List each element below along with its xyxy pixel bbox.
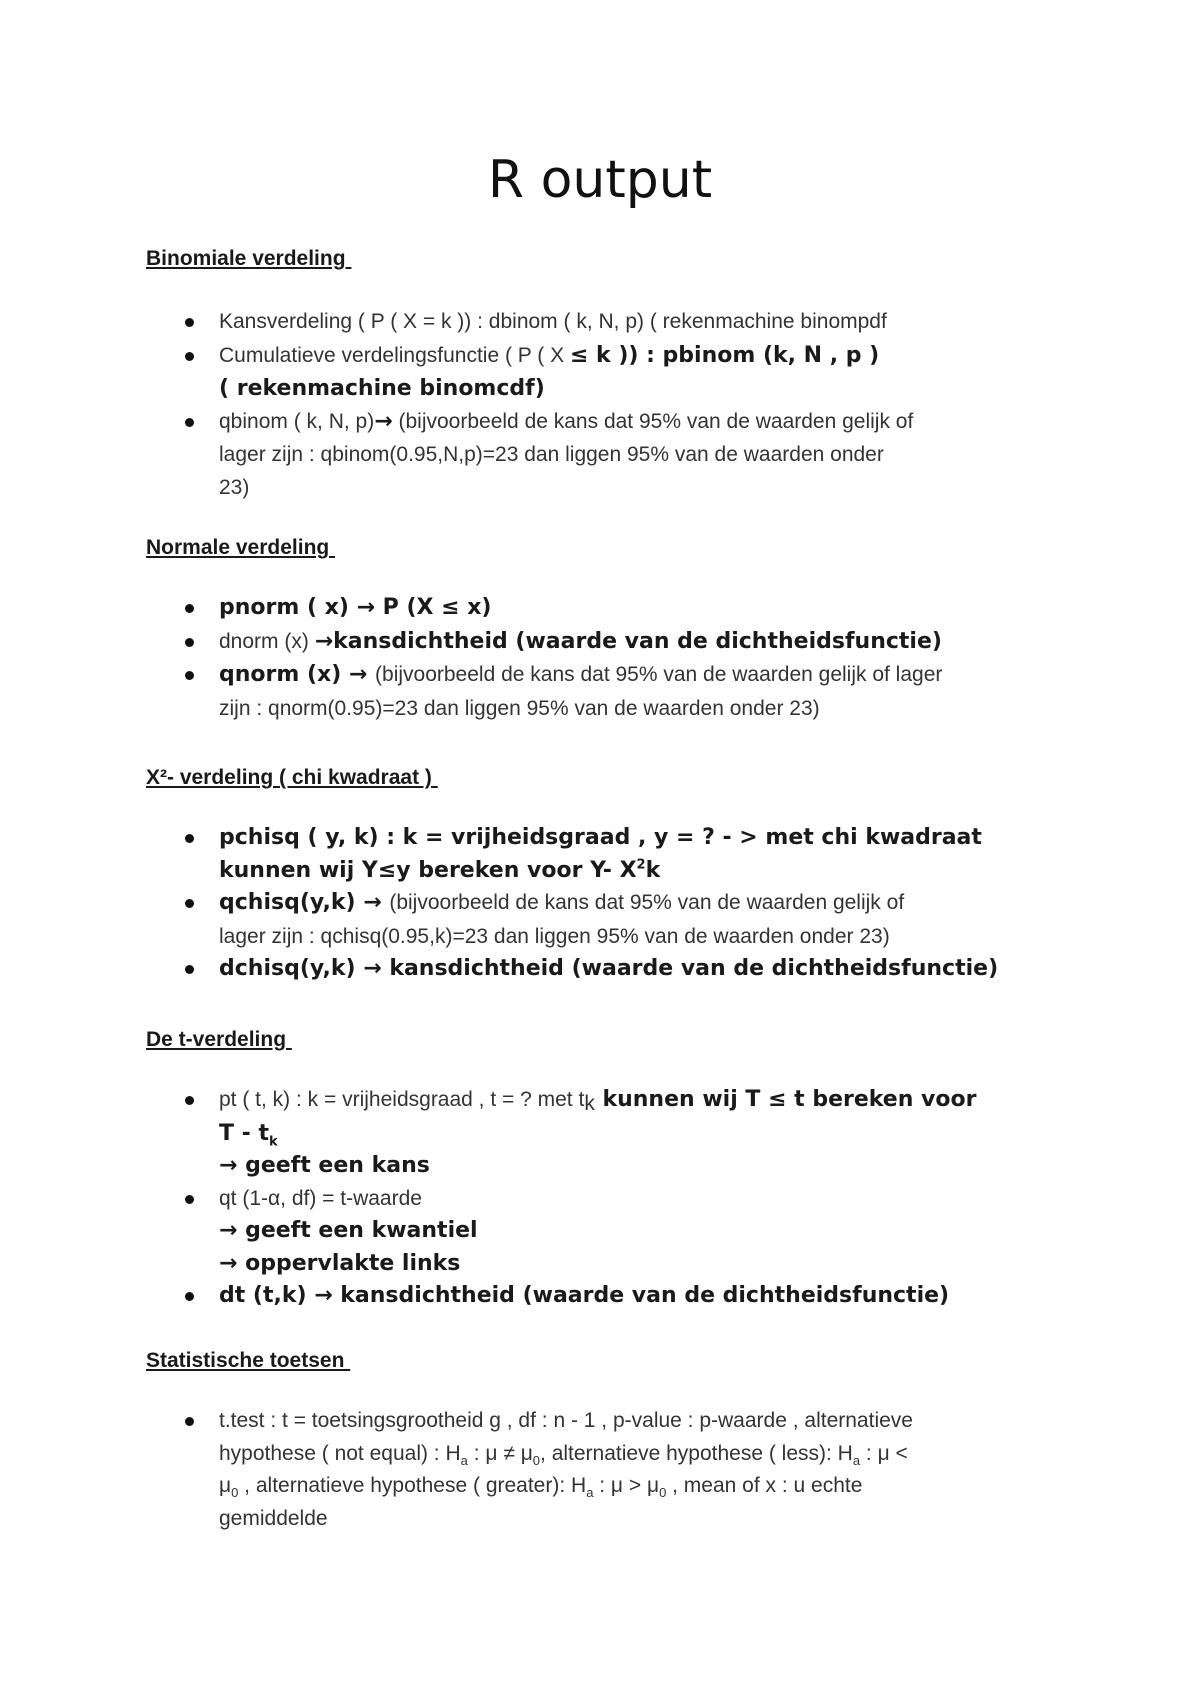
- bullet-icon: [185, 1096, 194, 1105]
- list-item: [146, 1183, 1076, 1281]
- item-text: μ: [219, 1474, 232, 1497]
- section-binomial: [146, 244, 1076, 504]
- subscript: a: [460, 1452, 468, 1468]
- item-text: : μ <: [860, 1441, 908, 1465]
- item-text: , alternatieve hypothese ( less): H: [540, 1441, 853, 1465]
- subscript: 0: [231, 1485, 239, 1501]
- bullet-list: [146, 592, 1076, 725]
- item-text-bold: qnorm (x) →: [219, 662, 376, 687]
- section-heading: Normale verdeling: [146, 536, 336, 559]
- item-text-bold: ( rekenmachine binomcdf): [219, 376, 545, 401]
- section-heading: Statistische toetsen: [146, 1349, 351, 1372]
- item-text: qbinom ( k, N, p): [219, 409, 375, 433]
- bullet-icon: [185, 604, 194, 613]
- item-text: , mean of x : u echte: [666, 1474, 863, 1497]
- subscript: k: [268, 1133, 278, 1149]
- item-text-bold: qchisq(y,k) →: [219, 890, 390, 915]
- list-item: [146, 406, 1076, 505]
- item-text-bold: k: [645, 857, 661, 883]
- page-title: R output: [487, 150, 713, 210]
- item-text: qt (1-α, df) = t-waarde: [219, 1186, 422, 1210]
- item-text: lager zijn : qchisq(0.95,k)=23 dan liggen 95% van de waarden onder 23): [219, 924, 890, 948]
- list-item: [146, 626, 1076, 660]
- bullet-icon: [185, 899, 194, 908]
- section-heading: X²- verdeling ( chi kwadraat ): [146, 766, 438, 789]
- item-text: dnorm (x): [219, 629, 315, 653]
- item-text: lager zijn : qbinom(0.95,N,p)=23 dan liggen 95% van de waarden onder: [219, 443, 884, 466]
- bullet-icon: [185, 638, 194, 647]
- bullet-icon: [185, 965, 194, 974]
- bullet-icon: [185, 1417, 194, 1426]
- item-text: , alternatieve hypothese ( greater): H: [238, 1474, 587, 1497]
- list-item: [146, 953, 1076, 987]
- subscript: a: [852, 1452, 861, 1468]
- list-item: [146, 340, 1076, 406]
- item-text: gemiddelde: [219, 1506, 328, 1530]
- item-text: hypothese ( not equal) : H: [219, 1441, 461, 1465]
- item-text-bold: kunnen wij Y≤y bereken voor Y- X: [219, 857, 637, 883]
- section-heading: De t-verdeling: [146, 1028, 292, 1051]
- subscript: 0: [532, 1452, 541, 1468]
- item-text-bold: T - t: [219, 1120, 269, 1146]
- item-text-bold: dchisq(y,k) → kansdichtheid (waarde van de dichtheidsfunctie): [219, 956, 999, 981]
- bullet-icon: [185, 418, 194, 427]
- section-normal: [146, 533, 1076, 725]
- item-text-bold: →kansdichtheid (waarde van de dichtheidsfunctie): [314, 628, 942, 654]
- bullet-icon: [185, 1292, 194, 1301]
- item-text: pt ( t, k) : k = vrijheidsgraad , t = ? met t: [219, 1088, 585, 1111]
- item-text-bold: → geeft een kwantiel: [219, 1218, 478, 1243]
- list-item: [146, 1405, 1076, 1535]
- subscript: a: [586, 1485, 594, 1501]
- bullet-icon: [185, 834, 194, 843]
- superscript: 2: [636, 857, 646, 873]
- bullet-list: [146, 822, 1076, 987]
- item-text-bold: kunnen wij T ≤ t bereken voor: [594, 1087, 977, 1112]
- item-text-bold: dt (t,k) → kansdichtheid (waarde van de dichtheidsfunctie): [219, 1283, 950, 1308]
- item-text-bold: pnorm ( x) → P (X ≤ x): [219, 595, 492, 620]
- item-text: Cumulatieve verdelingsfunctie ( P ( X: [219, 343, 570, 367]
- item-text: (bijvoorbeeld de kans dat 95% van de waarden gelijk of: [389, 891, 905, 914]
- item-text-bold: ≤ k )) : pbinom (k, N , p ): [569, 342, 880, 368]
- list-item: [146, 592, 1076, 626]
- bullet-icon: [185, 318, 194, 327]
- list-item: [146, 659, 1076, 725]
- list-item: [146, 1280, 1076, 1314]
- item-text: (bijvoorbeeld de kans dat 95% van de waarden gelijk of lager: [375, 663, 943, 686]
- item-text: zijn : qnorm(0.95)=23 dan liggen 95% van de waarden onder 23): [219, 696, 820, 720]
- list-item: [146, 1084, 1076, 1183]
- section-heading: Binomiale verdeling: [146, 247, 352, 270]
- item-text-bold: → oppervlakte links: [219, 1250, 461, 1276]
- item-text-bold: pchisq ( y, k) : k = vrijheidsgraad , y = ? - > met chi kwadraat: [219, 825, 982, 850]
- bullet-icon: [185, 671, 194, 680]
- item-text: 23): [219, 475, 250, 499]
- list-item: [146, 306, 1076, 340]
- item-text-bold: → geeft een kans: [219, 1153, 430, 1178]
- bullet-icon: [185, 352, 194, 361]
- list-item: [146, 822, 1076, 887]
- bullet-icon: [185, 1195, 194, 1204]
- item-text: Kansverdeling ( P ( X = k )) : dbinom ( k, N, p) ( rekenmachine binompdf: [219, 310, 887, 333]
- bullet-list: [146, 1084, 1076, 1314]
- section-t: [146, 1025, 1076, 1314]
- item-text: t.test : t = toetsingsgrootheid g , df : n - 1 , p-value : p-waarde , alternatieve: [219, 1409, 913, 1432]
- item-text: : μ > μ: [593, 1474, 660, 1497]
- item-text: : μ ≠ μ: [467, 1441, 533, 1465]
- section-chisq: [146, 763, 1076, 987]
- bullet-list: [146, 306, 1076, 504]
- subscript: k: [584, 1092, 595, 1116]
- section-tests: [146, 1346, 1076, 1535]
- bullet-list: [146, 1405, 1076, 1535]
- subscript: 0: [659, 1485, 667, 1501]
- list-item: [146, 887, 1076, 953]
- arrow-icon: →: [374, 408, 393, 434]
- item-text: (bijvoorbeeld de kans dat 95% van de waarden gelijk of: [392, 409, 914, 433]
